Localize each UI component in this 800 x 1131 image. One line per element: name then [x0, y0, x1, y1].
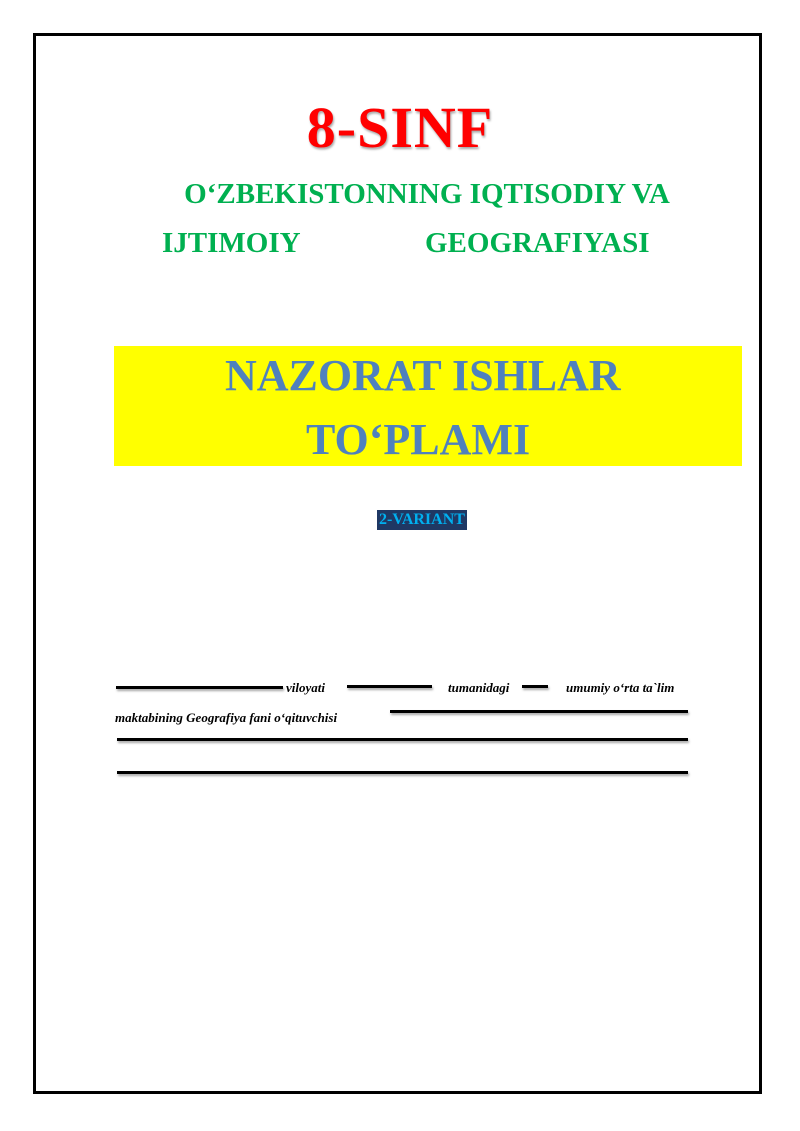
variant-badge: 2-VARIANT: [379, 511, 465, 528]
teacher-name-blank-line[interactable]: [390, 710, 688, 713]
subject-title-line2-left: IJTIMOIY: [162, 227, 301, 259]
district-blank-line[interactable]: [347, 685, 432, 688]
grade-title: 8-SINF: [306, 95, 494, 160]
banner-title-line2: TO‘PLAMI: [306, 415, 531, 464]
blank-line-1[interactable]: [117, 738, 688, 741]
teacher-label: maktabining Geografiya fani o‘qituvchisi: [115, 710, 338, 725]
banner-title-line1: NAZORAT ISHLAR: [225, 351, 621, 400]
blank-line-2[interactable]: [117, 771, 688, 774]
region-blank-line[interactable]: [116, 686, 283, 689]
district-blank-line-short[interactable]: [522, 685, 548, 688]
subject-title-line2-right: GEOGRAFIYASI: [425, 227, 650, 259]
district-label: tumanidagi: [448, 680, 510, 695]
region-label: viloyati: [286, 680, 325, 695]
subject-title-line1: O‘ZBEKISTONNING IQTISODIY VA: [184, 178, 670, 210]
school-label: umumiy o‘rta ta`lim: [566, 680, 675, 695]
